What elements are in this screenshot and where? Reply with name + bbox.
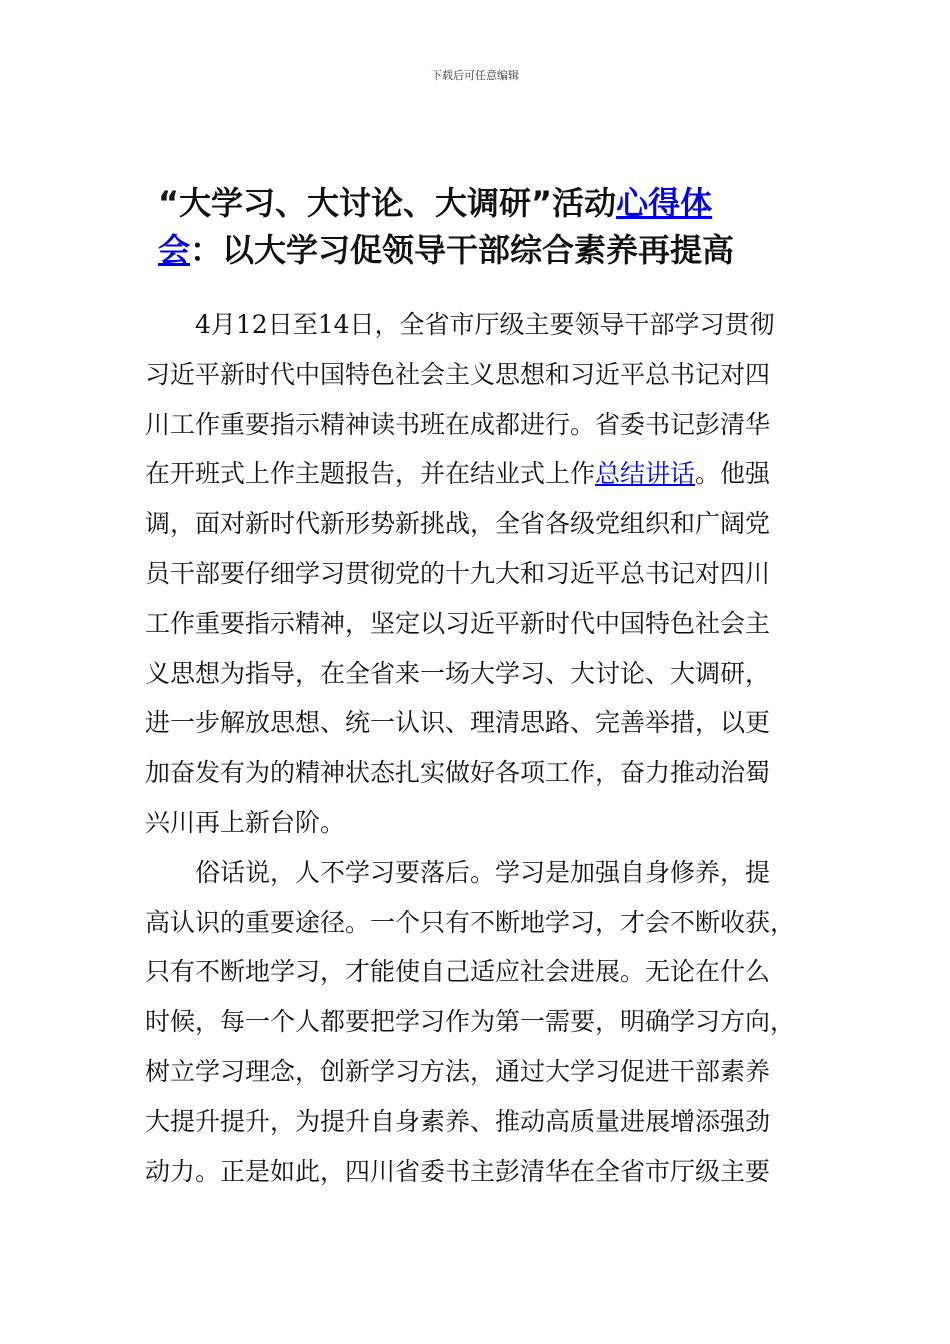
text-line xyxy=(145,1006,795,1038)
text-segment: 川工作重要指示精神读书班在成都进行。省委书记彭清华 xyxy=(145,409,771,439)
header-note: 下载后可任意编辑 xyxy=(431,69,519,82)
title-text: “大学习、大讨论、大调研”活动 xyxy=(158,184,617,222)
document-title-line-1 xyxy=(158,183,828,223)
text-segment: 加奋发有为的精神状态扎实做好各项工作，奋力推动治蜀 xyxy=(145,758,771,788)
text-line xyxy=(145,608,770,640)
text-line xyxy=(145,409,770,441)
text-line xyxy=(145,1156,770,1188)
text-segment: 在开班式上作主题报告，并在结业式上作 xyxy=(145,459,596,489)
text-segment: 动力。正是如此，四川省委书主彭清华在全省市厅级主要 xyxy=(145,1156,771,1186)
text-line xyxy=(145,558,770,590)
title-link[interactable]: 心得体 xyxy=(616,184,713,222)
text-segment: 高认识的重要途径。一个只有不断地学习，才会不断收获， xyxy=(145,907,796,937)
text-segment: 时候，每一个人都要把学习作为第一需要，明确学习方向， xyxy=(145,1007,796,1037)
text-segment: 大提升提升，为提升自身素养、推动高质量进展增添强劲 xyxy=(145,1106,771,1136)
text-line xyxy=(145,1106,770,1138)
text-segment: 树立学习理念，创新学习方法，通过大学习促进干部素养 xyxy=(145,1057,771,1086)
text-segment: 。他强 xyxy=(695,459,771,489)
text-line xyxy=(145,956,770,988)
text-line xyxy=(145,309,775,341)
text-line xyxy=(145,458,770,490)
title-link[interactable]: 会 xyxy=(158,231,191,269)
text-segment: 员干部要仔细学习贯彻党的十九大和习近平总书记对四川 xyxy=(145,559,771,588)
text-segment: 义思想为指导，在全省来一场大学习、大讨论、大调研， xyxy=(145,658,771,688)
text-segment: 兴川再上新台阶。 xyxy=(145,808,346,837)
text-line xyxy=(145,807,345,839)
text-line xyxy=(145,707,770,739)
text-line xyxy=(145,508,770,540)
text-line xyxy=(145,359,770,391)
text-line xyxy=(145,1056,770,1088)
text-segment: 4月12日至14日，全省市厅级主要领导干部学习贯彻 xyxy=(145,310,775,339)
title-text: ：以大学习促领导干部综合素养再提高 xyxy=(190,231,735,269)
text-segment: 调，面对新时代新形势新挑战，全省各级党组织和广阔党 xyxy=(145,509,771,539)
document-title-line-2 xyxy=(158,230,828,270)
text-segment: 俗话说，人不学习要落后。学习是加强自身修养，提 xyxy=(145,857,771,887)
text-segment: 工作重要指示精神，坚定以习近平新时代中国特色社会主 xyxy=(145,608,771,638)
text-line xyxy=(145,757,770,789)
inline-link[interactable]: 总结讲话 xyxy=(595,459,696,489)
text-line xyxy=(145,907,795,939)
text-segment: 习近平新时代中国特色社会主义思想和习近平总书记对四 xyxy=(145,359,771,389)
text-segment: 进一步解放思想、统一认识、理清思路、完善举措，以更 xyxy=(145,708,771,738)
text-line xyxy=(145,857,770,889)
text-segment: 只有不断地学习，才能使自己适应社会进展。无论在什么 xyxy=(145,957,771,987)
text-line xyxy=(145,658,770,690)
